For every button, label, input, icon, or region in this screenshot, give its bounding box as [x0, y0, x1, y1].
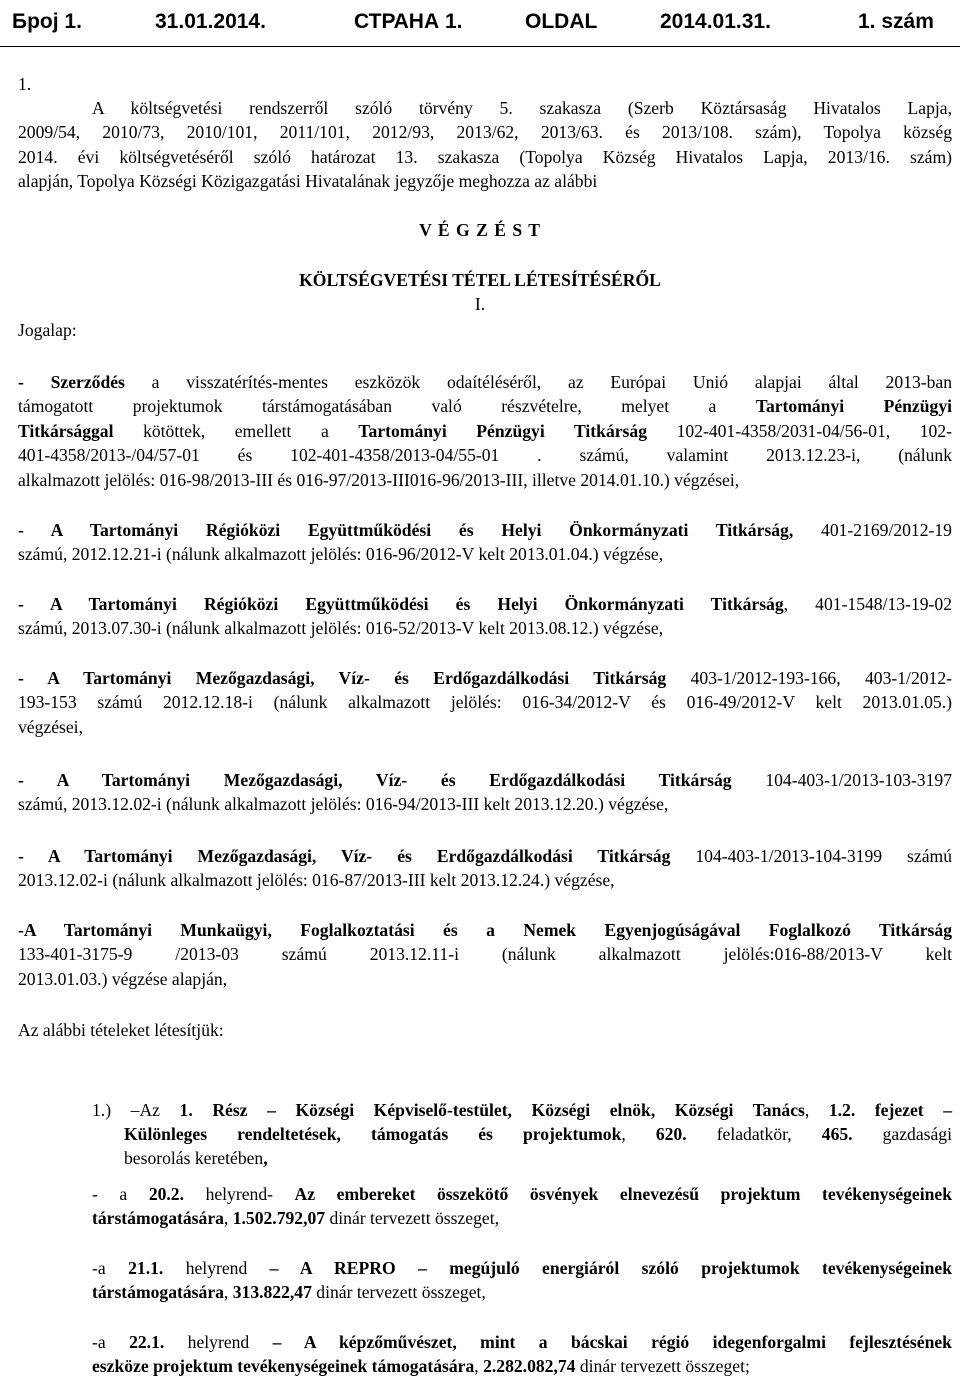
budget-subitem: -a 22.1. helyrend – A képzőművészet, mint a bácskai régió idegenforgalmi fejlesztésének eszköze projektum tevékenységeinek támogatására, 2.282.082,74 dinár tervezett összeget;	[92, 1332, 952, 1377]
basis-label: Jogalap:	[18, 320, 77, 340]
budget-subitem: - a 20.2. helyrend- Az embereket összekötő ösvények elnevezésű projektum tevékenységeinek társtámogatására, 1.502.792,07 dinár tervezett összeget,	[92, 1184, 952, 1229]
header-page-sr: СТРАНА 1.	[354, 10, 463, 33]
preamble-paragraph	[18, 96, 952, 194]
header-issue-sr: Број 1.	[12, 10, 82, 33]
header-issue-hu: 1. szám	[858, 10, 934, 33]
resolution-paragraph: -A Tartományi Munkaügyi, Foglalkoztatási és a Nemek Egyenjogúságával Foglalkozó Titkárság 133-401-3175-9 /2013-03 számú 2013.12.11-i (nálunk alkalmazott jelölés:016-88/2013-V kelt 2013.01.03.) végzése alapján,	[18, 920, 952, 989]
budget-item-cont: Különleges rendeltetések, támogatás és projektumok, 620. feladatkör, 465. gazdasági besorolás keretében,	[124, 1124, 952, 1169]
header-date-sr: 31.01.2014.	[155, 10, 266, 33]
roman-numeral: I.	[474, 294, 486, 314]
budget-subitem: -a 21.1. helyrend – A REPRO – megújuló energiáról szóló projektumok tevékenységeinek társtámogatására, 313.822,47 dinár tervezett összeget,	[92, 1258, 952, 1303]
resolution-paragraph: - A Tartományi Régióközi Együttműködési és Helyi Önkormányzati Titkárság, 401-2169/2012-19 számú, 2012.12.21-i (nálunk alkalmazott jelölés: 016-96/2012-V kelt 2013.01.04.) végzése,	[18, 520, 952, 565]
resolution-paragraph: - A Tartományi Mezőgazdasági, Víz- és Erdőgazdálkodási Titkárság 403-1/2012-193-166, 403-1/2012- 193-153 számú 2012.12.18-i (nálunk alkalmazott jelölés: 016-34/2012-V és 016-49/2012-V kelt 2013.01.05.) végzései,	[18, 668, 952, 737]
resolution-paragraph: - A Tartományi Mezőgazdasági, Víz- és Erdőgazdálkodási Titkárság 104-403-1/2013-103-3197 számú, 2013.12.02-i (nálunk alkalmazott jelölés: 016-94/2013-III kelt 2013.12.20.) végzése,	[18, 770, 952, 815]
resolution-paragraph: - A Tartományi Régióközi Együttműködési és Helyi Önkormányzati Titkárság, 401-1548/13-19-02 számú, 2013.07.30-i (nálunk alkalmazott jelölés: 016-52/2013-V kelt 2013.08.12.) végzése,	[18, 594, 952, 639]
items-intro: Az alábbi tételeket létesítjük:	[18, 1020, 224, 1040]
decision-subtitle: KÖLTSÉGVETÉSI TÉTEL LÉTESÍTÉSÉRŐL	[299, 270, 661, 290]
contract-paragraph: - Szerződés a visszatérítés-mentes eszközök odaítéléséről, az Európai Unió alapjai által 2013-ban támogatott projektumok társtámogatásában való részvételre, melyet a Tartományi Pénzügyi Titkársággal kötöttek, emellett a Tartományi Pénzügyi Titkárság 102-401-4358/2031-04/56-01, 102- 401-4358/2013-/04/57-01 és 102-401-4358/2013-04/55-01 . számú, valamint 2013.12.23-i, (nálunk alkalmazott jelölés: 016-98/2013-III és 016-97/2013-III016-96/2013-III, illetve 2014.01.10.) végzései,	[18, 372, 953, 490]
page-header	[0, 0, 960, 47]
preamble-line: 2014. évi költségvetéséről szóló határozat 13. szakasza (Topolya Község Hivatalos Lapja, 2013/16. szám)	[18, 146, 952, 167]
preamble-line: alapján, Topolya Községi Közigazgatási Hivatalának jegyzője meghozza az alábbi	[18, 171, 598, 192]
preamble-line: 2009/54, 2010/73, 2010/101, 2011/101, 2012/93, 2013/62, 2013/63. és 2013/108. szám), Topolya község	[18, 122, 952, 143]
header-page-hu: OLDAL	[525, 10, 598, 33]
preamble-line: A költségvetési rendszerről szóló törvény 5. szakasza (Szerb Köztársaság Hivatalos Lapja,	[92, 98, 952, 118]
section-number: 1.	[18, 74, 32, 94]
decision-title: V É G Z É S T	[419, 220, 541, 240]
budget-item: 1.) –Az 1. Rész – Községi Képviselő-testület, Községi elnök, Községi Tanács, 1.2. fejezet –	[92, 1100, 953, 1120]
header-date-hu: 2014.01.31.	[660, 10, 771, 33]
resolution-paragraph: - A Tartományi Mezőgazdasági, Víz- és Erdőgazdálkodási Titkárság 104-403-1/2013-104-3199 számú 2013.12.02-i (nálunk alkalmazott jelölés: 016-87/2013-III kelt 2013.12.24.) végzése,	[18, 846, 952, 891]
